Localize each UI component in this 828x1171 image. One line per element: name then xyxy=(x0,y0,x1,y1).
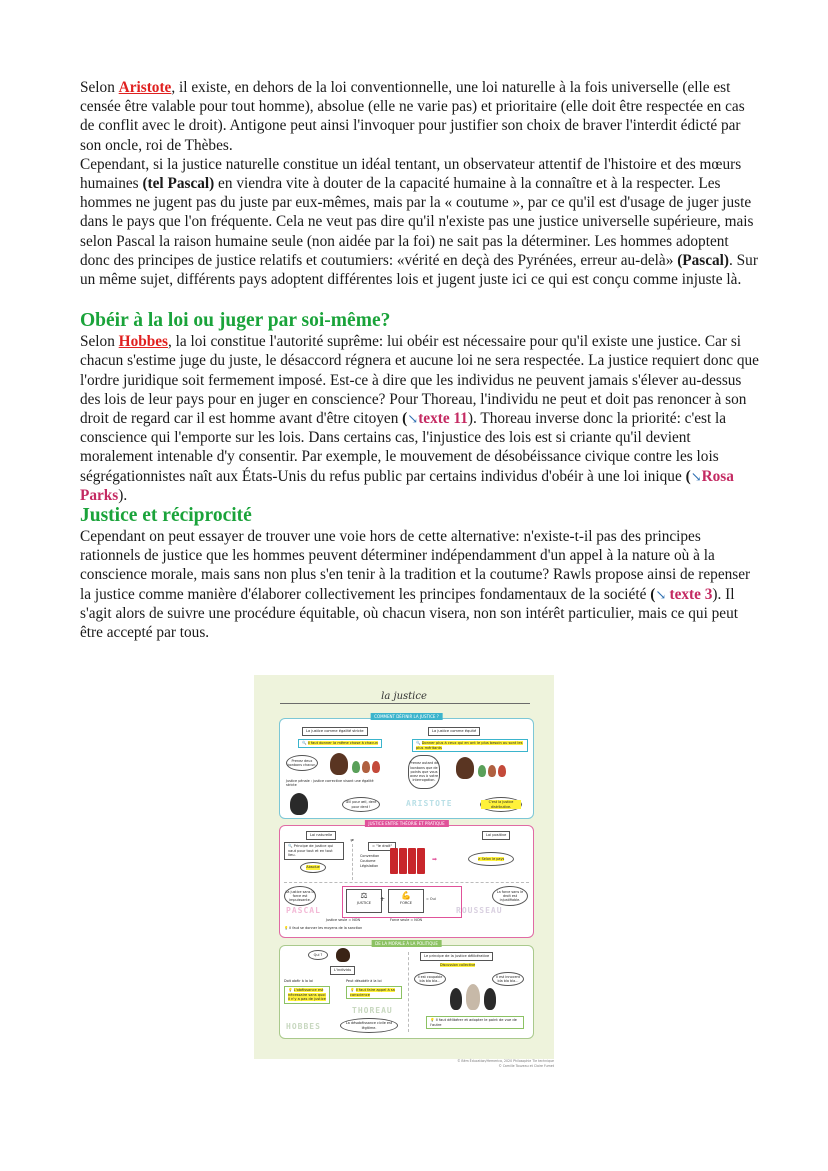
force-seule: Force seule = NON xyxy=(390,918,423,922)
thoreau-label: THOREAU xyxy=(352,1006,393,1015)
child-illustration xyxy=(478,765,486,777)
justice-seule: Justice seule = NON xyxy=(326,918,360,922)
section-definir-justice xyxy=(279,714,534,819)
peut-desobeir: Peut désobéir à la loi xyxy=(346,979,382,983)
equals-oui: = Oui xyxy=(426,897,436,901)
doit-obeir: Doit obéir à la loi xyxy=(284,979,313,983)
speech-bubble: Prenez autant de bonbons que de points que vous avez eus à votre interrogation. xyxy=(408,755,440,789)
speech-bubble: Qui ? xyxy=(308,950,328,960)
magnifier-icon: 🔍 xyxy=(416,741,422,745)
infographic-title: la justice xyxy=(381,691,427,702)
droit-box: = "le droit" xyxy=(368,842,396,851)
section-morale-politique xyxy=(279,941,534,1039)
speech-bubble: Prenez deux bonbons chacun. xyxy=(286,755,318,771)
judge-illustration xyxy=(290,793,308,815)
section-tag: JUSTICE ENTRE THÉORIE ET PRATIQUE xyxy=(364,820,448,827)
juror-illustration xyxy=(450,988,462,1010)
disobey-rule-box: 💡 Il faut faire appel à sa conscience xyxy=(346,986,402,999)
justice-card: ⚖ JUSTICE xyxy=(346,889,382,913)
paragraph-hobbes: Selon Hobbes, la loi constitue l'autorité suprême: lui obéir est nécessaire pour qu'il existe une justice. Car si chacun s'estime juge du juste, le désaccord régnera et aucune loi ne sera respectée. La justice requiert donc que l'ordre juridique soit fermement imposé. Est-ce à dire que les individus ne peuvent jamais s'élever au-dessus des lois de leur pays pour en juger en conscience? Pour Thoreau, l'individu ne peut et doit pas renoncer à son droit de regard car il est homme avant d'être citoyen (↘texte 11). Thoreau inverse donc la priorité: c'est la conscience qui l'emporte sur les lois. Dans certains cas, l'injustice des lois est si criante qu'il devient moralement intenable d'y consentir. Par exemple, le mouvement de désobéissance civique contre les lois ségrégationnistes naît aux États-Unis du refus public par certains individus d'obéir à une loi inique (↘Rosa Parks). xyxy=(80,333,759,504)
paragraph-pascal: Cependant, si la justice naturelle constitue un idéal tentant, un observateur attentif de l'histoire et des mœurs humaines (tel Pascal) en viendra vite à douter de la capacité humaine à la connaître et à la respecter. Les hommes ne jugent pas du juste par eux-mêmes, mais par la « coutume », par ce qu'il est d'usage de juger juste dans le pays que l'on fréquente. Cela ne veut pas dire qu'il n'existe pas une justice universelle supérieure, mais selon Pascal la raison humaine seule (non aidée par la foi) ne sait pas la déterminer. Les hommes adoptent donc des principes de justice relatifs et coutumiers: «vérité en deçà des Pyrénées, erreur au-delà» (Pascal). Sur un même sujet, différents pays adoptent différentes lois et jugent juste ici ce qui est conçu comme injuste là. xyxy=(80,155,758,289)
hobbes-link[interactable]: Hobbes xyxy=(118,333,168,351)
loi-positive-box: Loi positive xyxy=(482,831,510,840)
speech-bubble: Il est coupable bla bla bla... xyxy=(414,972,446,986)
heading-reciprocite: Justice et réciprocité xyxy=(80,505,252,527)
arrow-right-icon: ➡ xyxy=(432,856,438,863)
obey-rule-box: 💡 L'obéissance est nécessaire sans quoi il n'y a pas de justice xyxy=(284,986,330,1004)
discussion-label: Discussion collective xyxy=(440,963,476,967)
force-card: 💪 FORCE xyxy=(388,889,424,913)
rousseau-label: ROUSSEAU xyxy=(456,906,503,915)
aristote-link[interactable]: Aristote xyxy=(118,79,172,96)
paragraph-rawls: Cependant on peut essayer de trouver une voie hors de cette alternative: n'existe-t-il pas des principes rationnels de justice que les hommes peuvent déterminer indépendamment d'un appel à la nature où à la conscience morale, mais sans non plus s'en tenir à la tradition et la coutume? Rawls propose ainsi de repenser la justice comme manière d'élaborer collectivement les principes fondamentaux de la société (↘ texte 3). Il s'agit alors de suivre une procédure équitable, où chacun visera, non son intérêt particulier, mais ce qui peut être accepté par tous. xyxy=(80,528,751,642)
individu-box: L'individu xyxy=(330,966,355,975)
pascal-label: PASCAL xyxy=(286,906,321,915)
speech-bubble: La force sans le droit est injustifiable. xyxy=(492,886,528,906)
equite-rule: 🔍 Donner plus à ceux qui en ont le plus besoin ou sont les plus méritants xyxy=(412,739,528,752)
hobbes-label: HOBBES xyxy=(286,1022,321,1031)
arrow-icon: ↘ xyxy=(655,586,670,602)
list-item: Convention xyxy=(360,854,380,858)
speech-bubble: La désobéissance civile est légitime. xyxy=(340,1018,398,1033)
section-tag: DE LA MORALE À LA POLITIQUE xyxy=(371,940,442,947)
teacher-illustration xyxy=(456,757,474,779)
law-books-icon xyxy=(390,848,425,874)
egalite-box: La justice comme égalité stricte xyxy=(302,727,368,736)
not-equal-icon: ≠ xyxy=(350,838,355,844)
arrow-icon: ↘ xyxy=(407,411,419,427)
heading-obeir: Obéir à la loi ou juger par soi-même? xyxy=(80,310,391,332)
image-credit: © Bém Éducation/Hemerica, 2020 Philosophie Tle technique © Camille Touzeau et Claire Fumet xyxy=(457,1059,554,1068)
list-item: Législation xyxy=(360,864,379,868)
juror-illustration xyxy=(466,984,480,1010)
divider xyxy=(408,952,409,1032)
magnifier-icon: 🔍 xyxy=(288,844,294,848)
divider xyxy=(352,844,353,880)
deliberate-rule-box: 💡 Il faut délibérer et adopter le point de vue de l'autre xyxy=(426,1016,524,1029)
individual-illustration xyxy=(336,948,350,962)
texte-3-ref[interactable]: texte 3 xyxy=(669,585,713,603)
rosa-parks-ref[interactable]: Rosa Parks xyxy=(80,467,734,504)
child-illustration xyxy=(372,761,380,773)
deliberative-box: Le principe de la justice délibérative xyxy=(420,952,493,961)
magnifier-icon: 🔍 xyxy=(302,741,308,745)
list-item: Coutume xyxy=(360,859,376,863)
texte-11-ref[interactable]: texte 11 xyxy=(418,410,468,428)
justice-infographic xyxy=(254,675,554,1059)
plus-icon: + xyxy=(380,896,386,903)
scales-icon: ⚖ xyxy=(360,891,368,900)
teacher-illustration xyxy=(330,753,348,775)
equite-box: La justice comme équité xyxy=(428,727,480,736)
speech-bubble: Il est innocent bla bla bla... xyxy=(492,972,524,986)
arrow-icon: ↘ xyxy=(690,468,702,484)
speech-bubble: Œil pour œil, dent pour dent ! xyxy=(342,797,380,812)
lightbulb-icon: 💡 xyxy=(350,988,356,992)
document-body xyxy=(80,78,760,642)
child-illustration xyxy=(362,761,370,773)
title-divider xyxy=(280,703,530,704)
muscle-icon: 💪 xyxy=(401,891,411,900)
speech-bubble: C'est la justice distributive. xyxy=(480,797,522,812)
child-illustration xyxy=(352,761,360,773)
paragraph-aristote: Selon Aristote, il existe, en dehors de la loi conventionnelle, une loi naturelle à la fois universelle (elle est censée être valable pour tout homme), absolue (elle ne varie pas) et prioritaire (elle doit être respectée en cas de conflit avec le droit). Antigone peut ainsi l'invoquer pour justifier son choix de braver l'interdit édicté par son oncle, roi de Thèbes. xyxy=(80,79,745,154)
aristote-label: ARISTOTE xyxy=(406,799,453,808)
absolue-bubble: Absolue xyxy=(300,862,326,873)
child-illustration xyxy=(498,765,506,777)
pays-bubble: ≠ Selon le pays xyxy=(468,852,514,866)
principe-box: 🔍 Principe de justice qui vaut pour tout et en tout lieu. xyxy=(284,842,344,860)
justice-penale-note: Justice pénale : justice corrective visant une égalité stricte xyxy=(286,779,374,787)
section-tag: COMMENT DÉFINIR LA JUSTICE ? xyxy=(370,713,443,720)
lightbulb-icon: 💡 xyxy=(284,926,290,930)
lightbulb-icon: 💡 xyxy=(430,1018,436,1022)
sanction-note: 💡 Il faut se donner les moyens de la sanction xyxy=(284,926,363,930)
egalite-rule: 🔍 Il faut donner la même chose à chacun xyxy=(298,739,382,748)
section-theorie-pratique xyxy=(279,821,534,938)
juror-illustration xyxy=(484,988,496,1010)
divider xyxy=(284,882,529,883)
speech-bubble: La justice sans la force est impuissante. xyxy=(284,886,316,906)
loi-naturelle-box: Loi naturelle xyxy=(306,831,336,840)
child-illustration xyxy=(488,765,496,777)
lightbulb-icon: 💡 xyxy=(288,988,294,992)
